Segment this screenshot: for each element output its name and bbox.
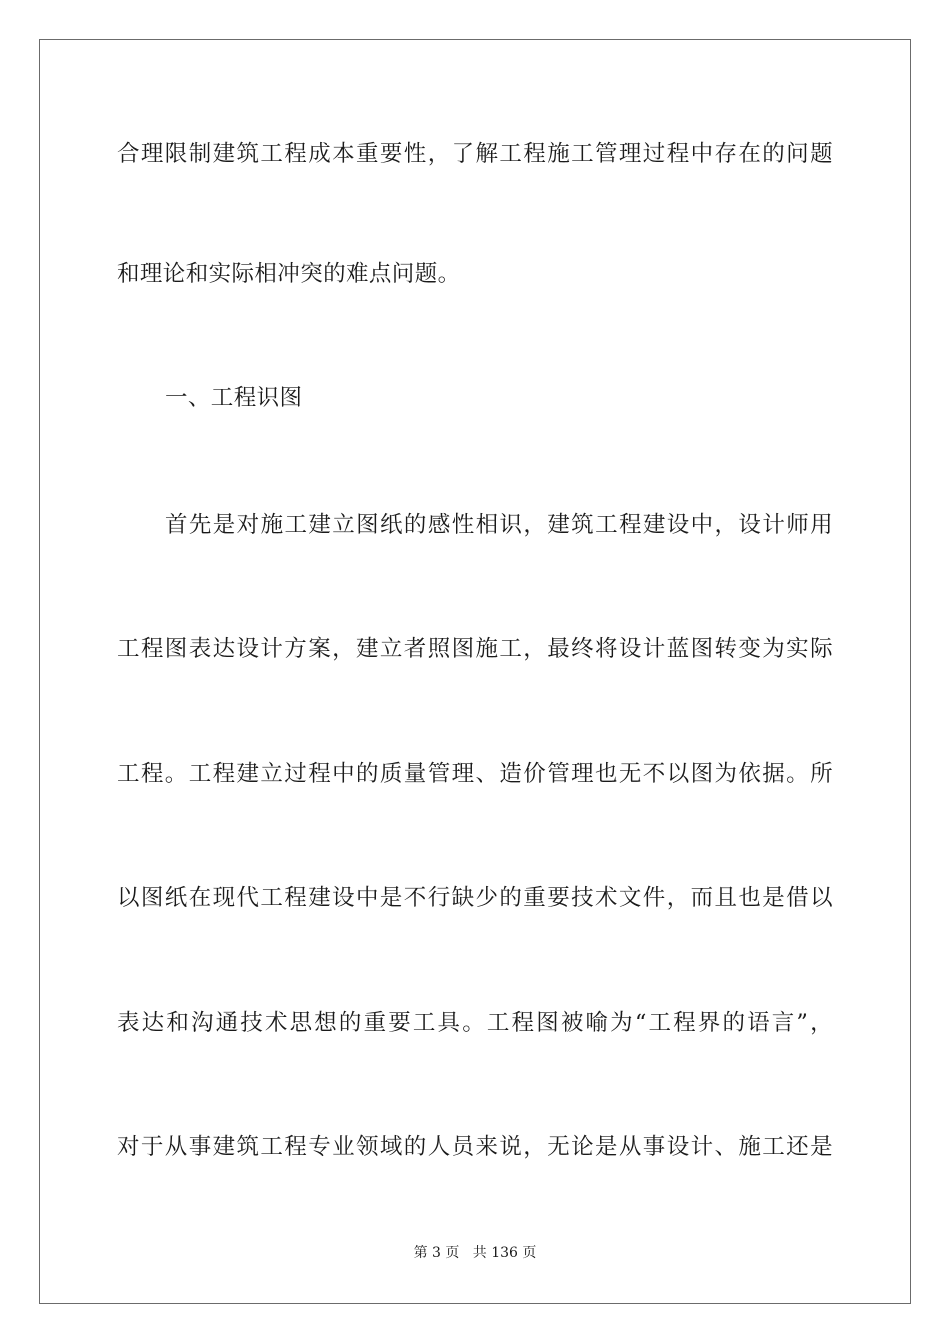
section-heading: 一、工程识图 [165, 385, 303, 411]
paragraph-line: 首先是对施工建立图纸的感性相识，建筑工程建设中，设计师用 [165, 512, 833, 538]
paragraph-line: 表达和沟通技术思想的重要工具。工程图被喻为“工程界的语言”， [117, 1010, 833, 1036]
paragraph-line: 对于从事建筑工程专业领域的人员来说，无论是从事设计、施工还是 [117, 1134, 833, 1160]
page-total: 共 136 页 [472, 1245, 537, 1261]
paragraph-line: 和理论和实际相冲突的难点问题。 [117, 261, 461, 287]
paragraph-line: 以图纸在现代工程建设中是不行缺少的重要技术文件，而且也是借以 [117, 885, 833, 911]
page-border [39, 39, 911, 1304]
paragraph-line: 工程。工程建立过程中的质量管理、造价管理也无不以图为依据。所 [117, 761, 833, 787]
paragraph-line: 工程图表达设计方案，建立者照图施工，最终将设计蓝图转变为实际 [117, 636, 833, 662]
page-footer [0, 1244, 950, 1262]
paragraph-line: 合理限制建筑工程成本重要性，了解工程施工管理过程中存在的问题 [117, 141, 833, 167]
page-number: 第 3 页 [413, 1245, 460, 1261]
